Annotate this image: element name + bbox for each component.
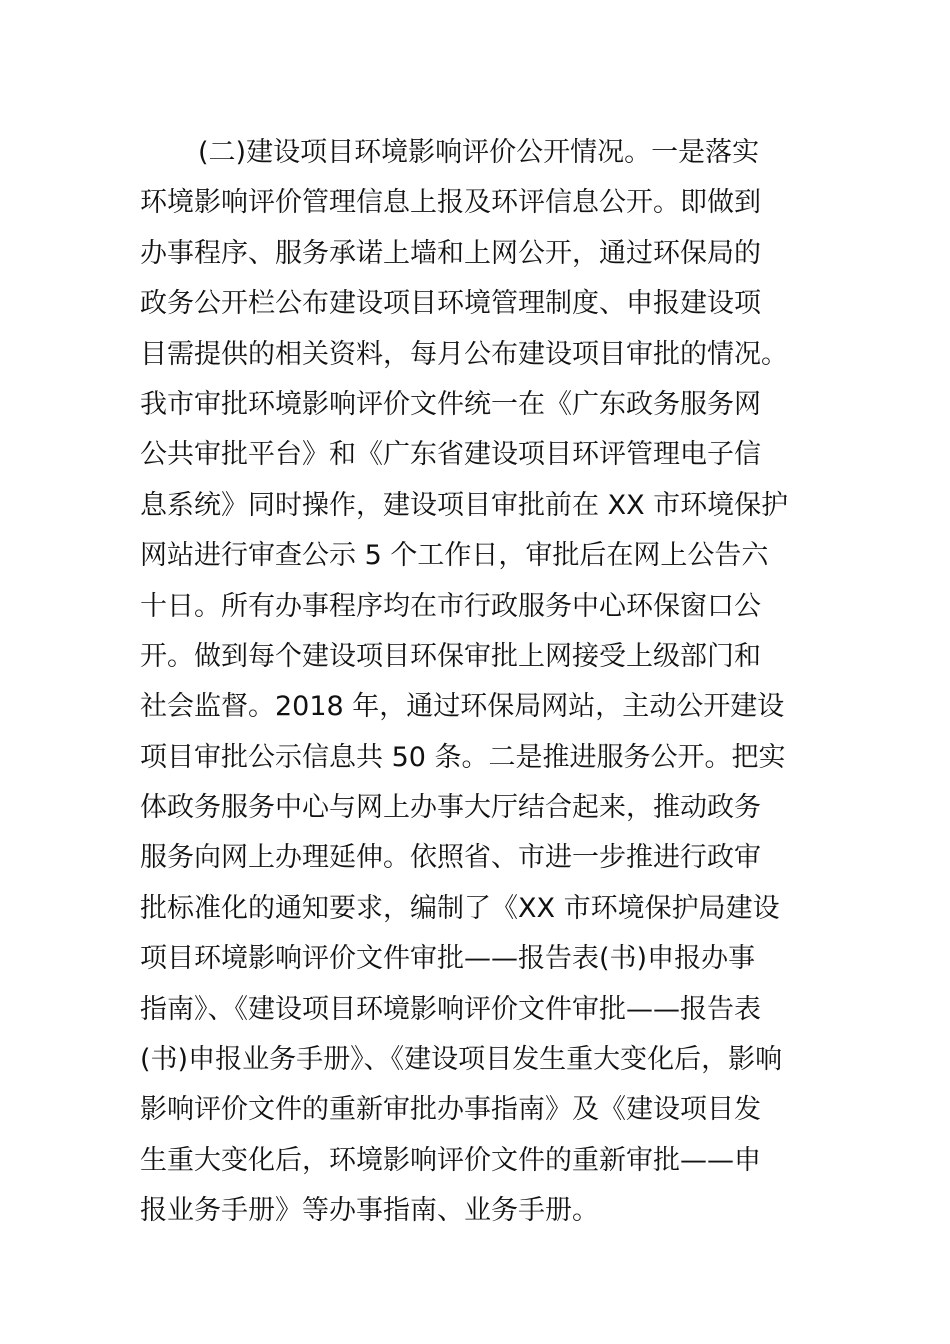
text-line: (书)申报业务手册》、《建设项目发生重大变化后，影响 xyxy=(140,1044,783,1076)
text-line: 体政务服务中心与网上办事大厅结合起来，推动政务 xyxy=(140,792,761,824)
text-line: 社会监督。2018 年，通过环保局网站，主动公开建设 xyxy=(140,691,785,723)
text-line: 环境影响评价管理信息上报及环评信息公开。即做到 xyxy=(140,187,761,219)
text-line: 批标准化的通知要求，编制了《XX 市环境保护局建设 xyxy=(140,892,780,924)
text-line: 公共审批平台》和《广东省建设项目环评管理电子信 xyxy=(140,439,761,471)
body-paragraph xyxy=(140,128,820,1237)
text-line: 项目审批公示信息共 50 条。二是推进服务公开。把实 xyxy=(140,741,786,773)
text-line: 十日。所有办事程序均在市行政服务中心环保窗口公 xyxy=(140,590,761,622)
text-line: 政务公开栏公布建设项目环境管理制度、申报建设项 xyxy=(140,288,761,320)
text-line: 指南》、《建设项目环境影响评价文件审批——报告表 xyxy=(140,993,761,1025)
text-line: 办事程序、服务承诺上墙和上网公开，通过环保局的 xyxy=(140,237,761,269)
text-line: 目需提供的相关资料，每月公布建设项目审批的情况。 xyxy=(140,338,788,370)
text-line: 开。做到每个建设项目环保审批上网接受上级部门和 xyxy=(140,640,761,672)
text-line: 影响评价文件的重新审批办事指南》及《建设项目发 xyxy=(140,1094,761,1126)
text-line: 息系统》同时操作，建设项目审批前在 XX 市环境保护 xyxy=(140,489,789,521)
text-line: (二)建设项目环境影响评价公开情况。一是落实 xyxy=(198,137,760,168)
text-line: 报业务手册》等办事指南、业务手册。 xyxy=(140,1195,599,1227)
text-line: 网站进行审查公示 5 个工作日，审批后在网上公告六 xyxy=(140,540,769,572)
text-line: 项目环境影响评价文件审批——报告表(书)申报办事 xyxy=(140,943,756,975)
text-line: 服务向网上办理延伸。依照省、市进一步推进行政审 xyxy=(140,842,761,874)
text-line: 我市审批环境影响评价文件统一在《广东政务服务网 xyxy=(140,388,761,420)
text-line: 生重大变化后，环境影响评价文件的重新审批——申 xyxy=(140,1144,761,1176)
